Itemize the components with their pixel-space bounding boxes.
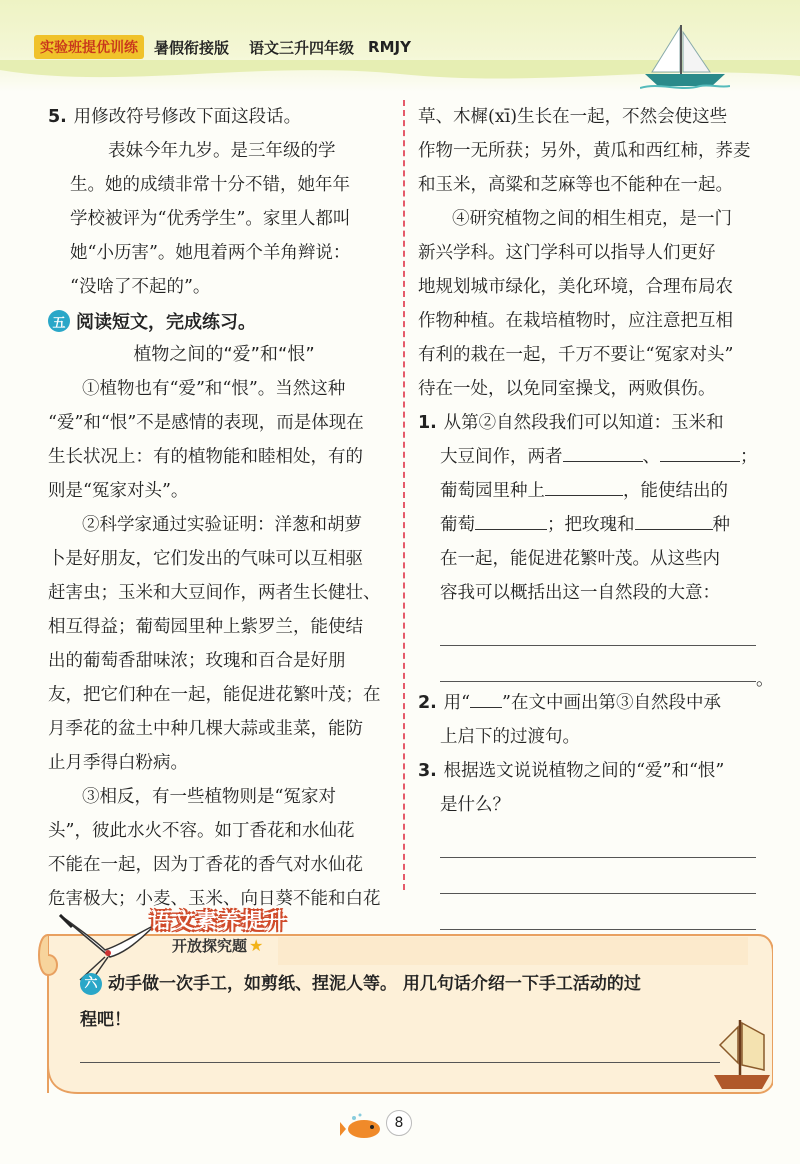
q2-line [418, 686, 768, 720]
q1-line [418, 474, 768, 508]
grade-label: 语文三升四年级 [249, 38, 355, 57]
q1-text: ； [740, 447, 758, 467]
answer-blank[interactable] [545, 476, 623, 496]
q2-text: 用“ [443, 693, 471, 713]
q1-line: 在一起，能促进花繁叶茂。从这些内 [440, 549, 720, 569]
section-six-badge: 六 [80, 973, 102, 995]
q5-line: “没啥了不起的”。 [70, 277, 211, 297]
q1-line [418, 508, 768, 542]
q3-line: 是什么？ [440, 795, 510, 815]
q1-text: 从第②自然段我们可以知道：玉米和 [443, 413, 724, 433]
q5-line: 表妹今年九岁。是三年级的学 [108, 141, 336, 161]
section-five-heading [48, 304, 400, 338]
q3-number: 3. [418, 761, 437, 781]
star-icon: ★ [249, 936, 264, 955]
q3-line [418, 754, 768, 788]
edition-label: 暑假衔接版 [154, 38, 230, 57]
q1-text: 葡萄园里种上 [440, 481, 545, 501]
answer-line[interactable] [440, 858, 756, 894]
q5-prompt [48, 100, 400, 134]
boat-icon [640, 22, 730, 92]
banner-subtitle-text: 开放探究题 [172, 937, 248, 955]
answer-line[interactable] [440, 822, 756, 858]
q2-line: 上启下的过渡句。 [440, 727, 580, 747]
q1-text: 、 [642, 447, 660, 467]
passage-line: ②科学家通过实验证明：洋葱和胡萝 [82, 515, 362, 535]
answer-line[interactable] [80, 1062, 720, 1063]
underline-sample [470, 688, 502, 708]
q5-prompt-text: 用修改符号修改下面这段话。 [73, 107, 302, 127]
q1-text: 葡萄 [440, 515, 475, 535]
task-text: 动手做一次手工，如剪纸、捏泥人等。 用几句话介绍一下手工活动的过 [108, 974, 641, 994]
task-line: 程吧！ [80, 1010, 131, 1030]
sailboat-icon [712, 1015, 772, 1095]
passage-line: 赶害虫；玉米和大豆间作，两者生长健壮、 [48, 583, 381, 603]
passage-line: 有利的栽在一起，千万不要让“冤家对头” [418, 345, 734, 365]
passage-line: 待在一处，以免同室操戈，两败俱伤。 [418, 379, 716, 399]
q1-text: 大豆间作，两者 [440, 447, 563, 467]
section-five-badge: 五 [48, 310, 70, 332]
passage-line: 和玉米，高粱和芝麻等也不能种在一起。 [418, 175, 733, 195]
passage-line: 草、木樨(xī)生长在一起，不然会使这些 [418, 107, 728, 127]
fish-icon [340, 1112, 388, 1142]
passage-line: 出的葡萄香甜味浓；玫瑰和百合是好朋 [48, 651, 346, 671]
passage-line: 月季花的盆土中种几棵大蒜或韭菜，能防 [48, 719, 363, 739]
passage-line: 止月季得白粉病。 [48, 753, 188, 773]
q1-text: ；把玫瑰和 [547, 515, 635, 535]
answer-line[interactable] [440, 610, 756, 646]
passage-line: ④研究植物之间的相生相克，是一门 [452, 209, 732, 229]
q2-number: 2. [418, 693, 437, 713]
q1-line [418, 406, 768, 440]
passage-line: 作物一无所获；另外，黄瓜和西红柿，荞麦 [418, 141, 751, 161]
series-badge: 实验班提优训练 [34, 35, 144, 59]
passage-line: 作物种植。在栽培植物时，应注意把互相 [418, 311, 733, 331]
q5-line: 学校被评为“优秀学生”。家里人都叫 [70, 209, 351, 229]
header-titles [34, 34, 411, 60]
passage-line: ③相反，有一些植物则是“冤家对 [82, 787, 336, 807]
page-number: 8 [386, 1110, 412, 1136]
passage-line: 危害极大；小麦、玉米、向日葵不能和白花 [48, 889, 381, 909]
q5-number: 5. [48, 107, 67, 127]
q3-text: 根据选文说说植物之间的“爱”和“恨” [443, 761, 725, 781]
passage-line: 不能在一起，因为丁香花的香气对水仙花 [48, 855, 363, 875]
task-six [80, 966, 740, 1038]
banner-title: 语文素养提升 [150, 909, 288, 933]
passage-line: 地规划城市绿化，美化环境，合理布局农 [418, 277, 733, 297]
passage-line: ①植物也有“爱”和“恨”。当然这种 [82, 379, 346, 399]
passage-line: 新兴学科。这门学科可以指导人们更好 [418, 243, 716, 263]
section-five-title: 阅读短文，完成练习。 [76, 312, 256, 333]
passage-title: 植物之间的“爱”和“恨” [133, 344, 315, 365]
passage-line: 友，把它们种在一起，能促进花繁叶茂；在 [48, 685, 381, 705]
passage-line: 生长状况上：有的植物能和睦相处，有的 [48, 447, 363, 467]
passage-line: 卜是好朋友，它们发出的气味可以互相驱 [48, 549, 363, 569]
answer-blank[interactable] [635, 510, 713, 530]
column-divider [403, 100, 405, 890]
answer-line[interactable] [440, 646, 756, 682]
passage-line: 则是“冤家对头”。 [48, 481, 189, 501]
answer-blank[interactable] [475, 510, 547, 530]
task-line [80, 966, 740, 1002]
q1-number: 1. [418, 413, 437, 433]
q5-line: 生。她的成绩非常十分不错，她年年 [70, 175, 350, 195]
passage-line: 相互得益；葡萄园里种上紫罗兰，能使结 [48, 617, 363, 637]
answer-blank[interactable] [660, 442, 740, 462]
right-column [418, 100, 768, 930]
passage-line: 头”，彼此水火不容。如丁香花和水仙花 [48, 821, 355, 841]
q1-line [418, 440, 768, 474]
q5-line: 她“小历害”。她甩着两个羊角辫说： [70, 243, 351, 263]
left-column [48, 100, 400, 916]
answer-blank[interactable] [563, 442, 643, 462]
q1-line: 容我可以概括出这一自然段的大意： [440, 583, 720, 603]
q1-text: 种 [712, 515, 730, 535]
banner-subtitle [172, 935, 263, 956]
q1-text: ，能使结出的 [623, 481, 728, 501]
q2-text: ”在文中画出第③自然段中承 [502, 693, 721, 713]
passage-line: “爱”和“恨”不是感情的表现，而是体现在 [48, 413, 364, 433]
publisher-code: RMJY [368, 38, 411, 56]
